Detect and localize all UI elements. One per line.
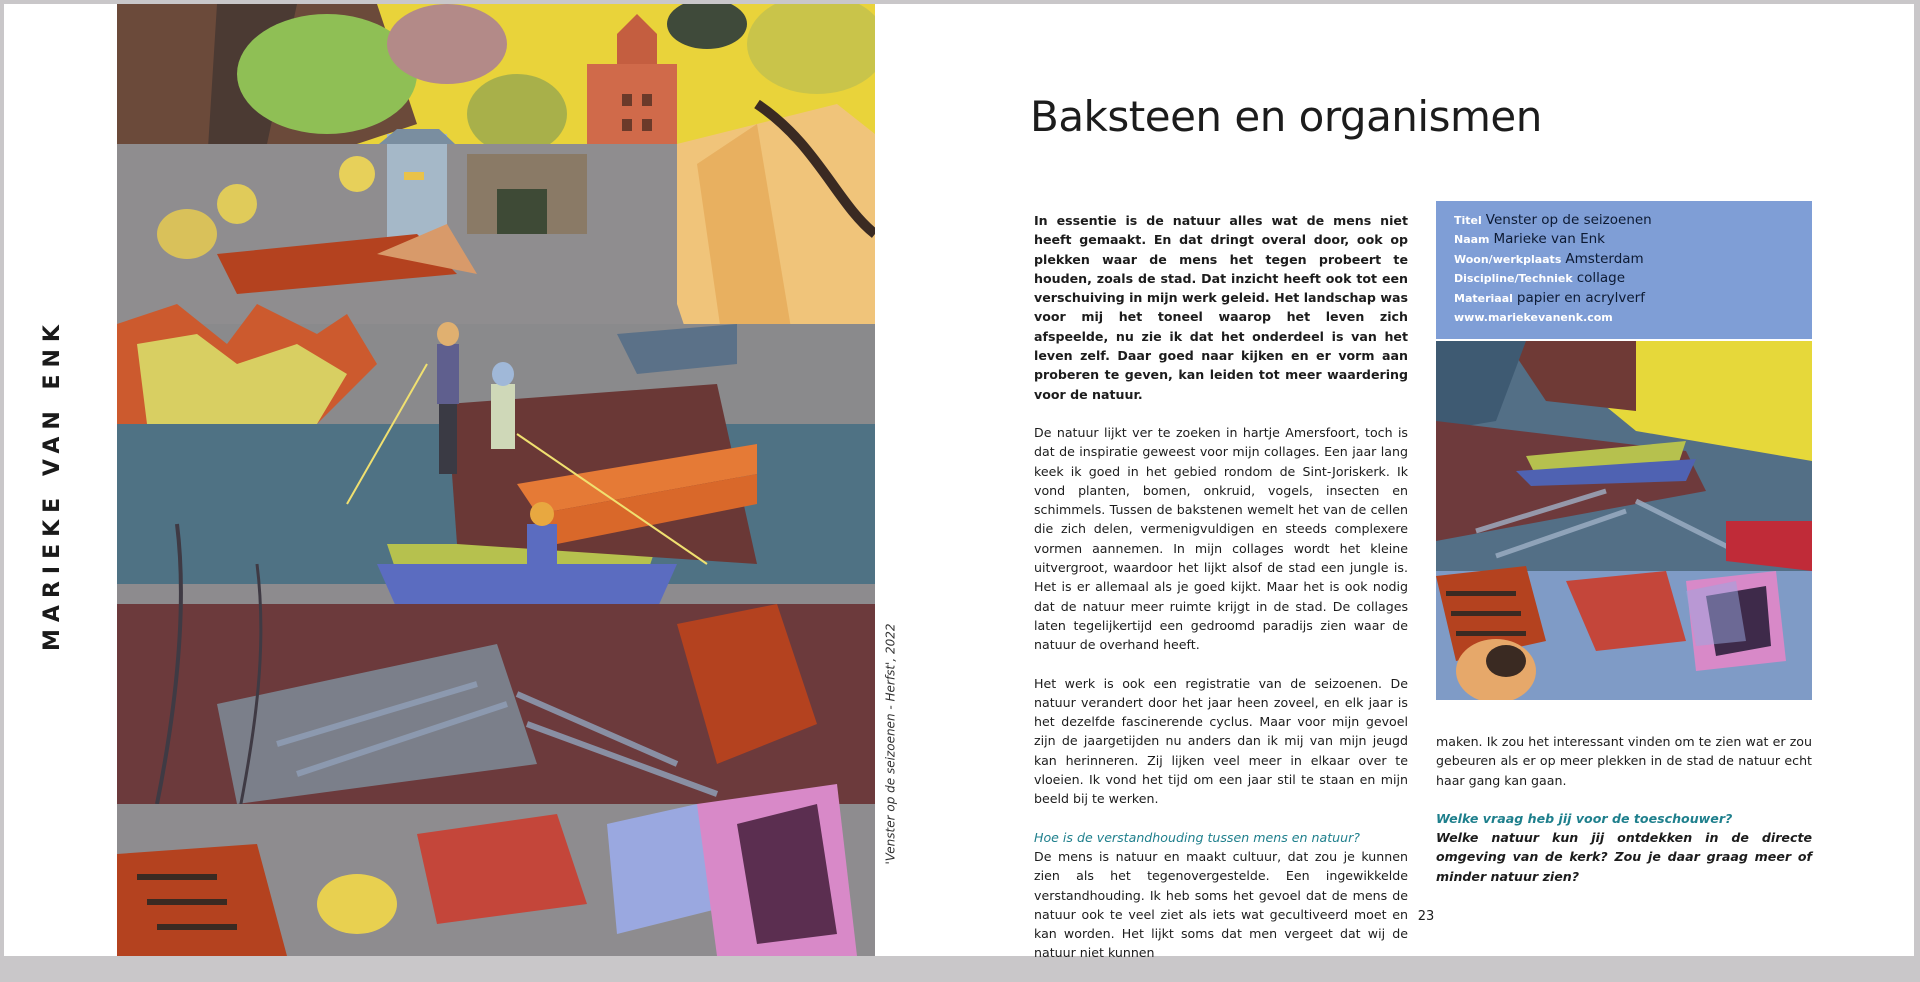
info-place-row: Woon/werkplaats Amsterdam [1454, 250, 1644, 267]
info-material-row: Materiaal papier en acrylverf [1454, 289, 1645, 306]
body-paragraph-1: De natuur lijkt ver te zoeken in hartje Amersfoort, toch is dat de inspiratie geweest voor mijn collages. Een jaar lang keek ik goed in het gebied rondom de Sint-Joriskerk. Ik vond planten, bomen, onkruid, vogels, insecten en schimmels. Tussen de bakstenen wemelt het van de cellen die zich delen, vermenigvuldigen en steeds complexere vormen aannemen. In mijn collages wordt het kleine uitvergroot, waardoor het lijkt alsof de stad een jungle is. Het is er allemaal als je goed kijkt. Maar het is ook nodig dat de natuur meer ruimte krijgt in de stad. De collages laten tegelijkertijd een gedroomd paradijs zien waar de natuur de overhand heeft. [1034, 424, 1408, 653]
info-discipline-row: Discipline/Techniek collage [1454, 270, 1626, 287]
page-number: 23 [1417, 909, 1435, 924]
answer-2: Welke natuur kun jij ontdekken in de directe omgeving van de kerk? Zou je daar graag meer of minder natuur zien? [1436, 830, 1812, 884]
answer-1-part-1: De mens is natuur en maakt cultuur, dat zou je kunnen zien als het tegenovergestelde. Een ingewikkelde verstandhouding. Ik heb soms het gevoel dat de mens de natuur ook te veel ziet als iets wat gecultiveerd moet en kan worden. Het lijkt soms dat men vergeet dat wij de natuur niet kunnen [1034, 848, 1408, 961]
info-title-row: Titel Venster op de seizoenen [1454, 212, 1652, 228]
question-1: Hoe is de verstandhouding tussen mens en natuur? [1034, 829, 1360, 845]
artist-website-link[interactable]: www.mariekevanenk.com [1454, 311, 1613, 325]
article-column-right [1436, 732, 1812, 905]
artwork-caption: 'Venster op de seizoenen - Herfst', 2022 [883, 623, 898, 865]
article-title: Baksteen en organismen [1030, 92, 1542, 141]
article-column-left [1034, 211, 1408, 982]
body-paragraph-2: Het werk is ook een registratie van de seizoenen. De natuur verandert door het jaar heen zoveel, en elk jaar is het dezelfde fascinerende cyclus. Maar voor mijn gevoel zijn de jaargetijden nu anders dan ik mij van mijn jeugd kan herinneren. Zij lijken veel meer in elkaar over te vloeien. Ik vond het tijd om een jaar stil te staan en mijn beeld bij te werken. [1034, 675, 1408, 807]
artwork-detail-image [1436, 341, 1812, 700]
answer-1-part-2: maken. Ik zou het interessant vinden om te zien wat er zou gebeuren als er op meer plekken in de stad de natuur echt haar gang kan gaan. [1436, 734, 1812, 788]
artist-side-title: MARIEKE VAN ENK [39, 317, 65, 651]
artwork-collage-image [117, 4, 875, 956]
intro-paragraph: In essentie is de natuur alles wat de mens niet heeft gemaakt. En dat dringt overal door, ook op plekken waar de mens het tegen probeert te houden, zoals de stad. Dat inzicht heeft ook tot een verschuiving in mijn werk geleid. Het landschap was voor mij het toneel waarop het leven zich afspeelde, nu zie ik dat het onderdeel is van het leven zelf. Daar goed naar kijken en er vorm aan proberen te geven, kan leiden tot meer waardering voor de natuur. [1034, 213, 1408, 402]
question-2: Welke vraag heb jij voor de toeschouwer? [1436, 810, 1733, 826]
artwork-info-box [1436, 201, 1812, 339]
info-name-row: Naam Marieke van Enk [1454, 231, 1605, 248]
magazine-spread [4, 4, 1914, 961]
